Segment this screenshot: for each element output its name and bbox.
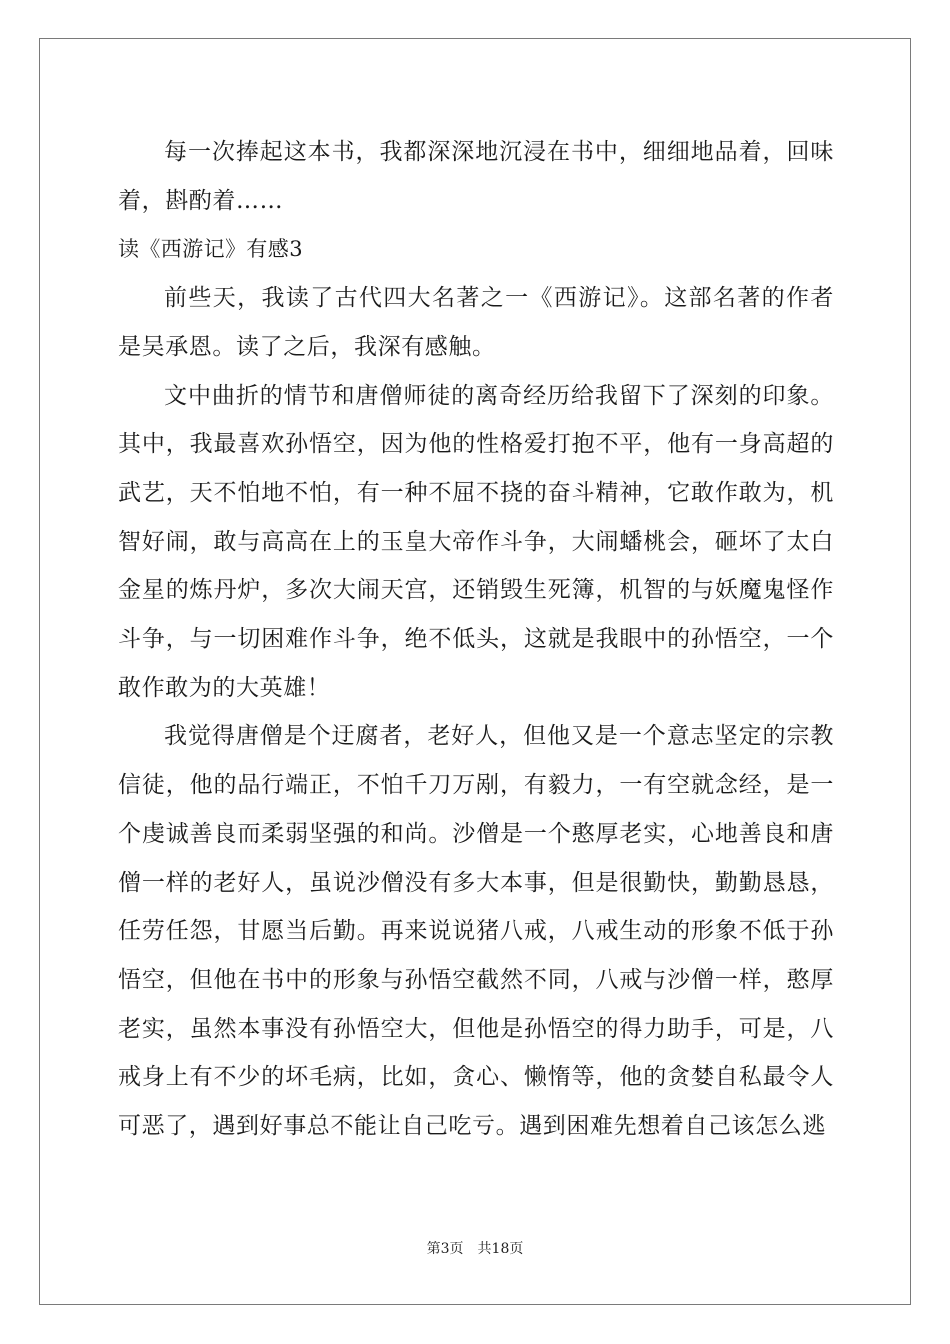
page-number-footer: 第3页 共18页 [426,1241,524,1257]
document-body [118,128,834,1151]
paragraph-author: 前些天，我读了古代四大名著之一《西游记》。这部名著的作者是吴承恩。读了之后，我深有感触。 [118,285,834,360]
section-heading: 读《西游记》有感3 [118,237,303,262]
paragraph-sun-wukong: 文中曲折的情节和唐僧师徒的离奇经历给我留下了深刻的印象。其中，我最喜欢孙悟空，因为他的性格爱打抱不平，他有一身高超的武艺，天不怕地不怕，有一种不屈不挠的奋斗精神，它敢作敢为，机智好闹，敢与高高在上的玉皇大帝作斗争，大闹蟠桃会，砸坏了太白金星的炼丹炉，多次大闹天宫，还销毁生死簿，机智的与妖魔鬼怪作斗争，与一切困难作斗争，绝不低头，这就是我眼中的孙悟空，一个敢作敢为的大英雄！ [118,382,834,701]
paragraph-intro-ending: 每一次捧起这本书，我都深深地沉浸在书中，细细地品着，回味着，斟酌着…… [118,139,834,214]
paragraph-characters: 我觉得唐僧是个迂腐者，老好人，但他又是一个意志坚定的宗教信徒，他的品行端正，不怕千刀万剐，有毅力，一有空就念经，是一个虔诚善良而柔弱坚强的和尚。沙僧是一个憨厚老实，心地善良和唐僧一样的老好人，虽说沙僧没有多大本事，但是很勤快，勤勤恳恳，任劳任怨，甘愿当后勤。再来说说猪八戒，八戒生动的形象不低于孙悟空，但他在书中的形象与孙悟空截然不同，八戒与沙僧一样，憨厚老实，虽然本事没有孙悟空大，但他是孙悟空的得力助手，可是，八戒身上有不少的坏毛病，比如，贪心、懒惰等，他的贪婪自私最令人可恶了，遇到好事总不能让自己吃亏。遇到困难先想着自己该怎么逃 [118,723,834,1140]
